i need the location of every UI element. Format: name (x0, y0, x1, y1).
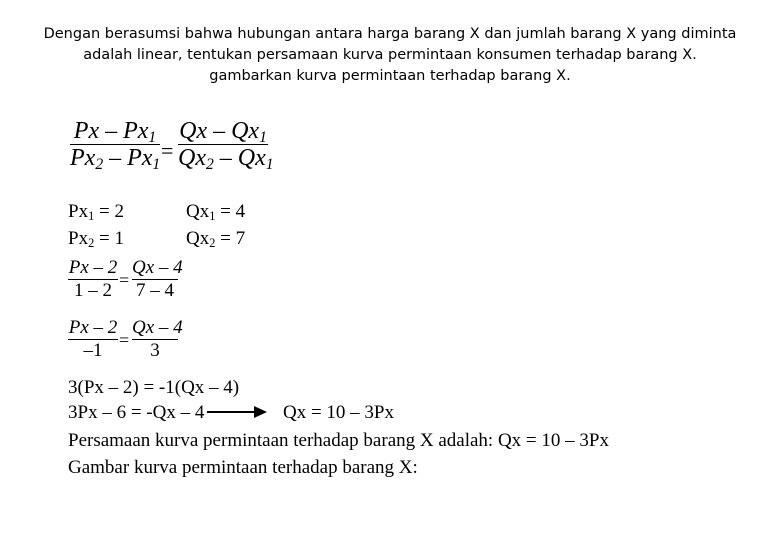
qx2-value: $Qx_2 = 7$ (186, 228, 246, 251)
step1-left-fraction: Px – 2 1 – 2 (68, 257, 118, 301)
right-arrow-icon (206, 403, 268, 421)
equals-sign: = (119, 270, 130, 290)
px2-value: $Px_2 = 1$ (68, 228, 124, 251)
result-equation: Qx = 10 – 3Px (283, 402, 395, 423)
equals-sign: = (161, 138, 174, 163)
conclusion-line: Persamaan kurva permintaan terhadap barang X adalah: Qx = 10 – 3Px (68, 430, 609, 451)
cross-multiply-line: 3(Px – 2) = -1(Qx – 4) (68, 377, 240, 398)
equals-sign: = (119, 330, 130, 350)
draw-curve-prompt: Gambar kurva permintaan terhadap barang X: (68, 457, 418, 478)
formula-left-fraction: Px – $Px_1$ $Px_2 - Px_1$ (70, 118, 161, 173)
formula-right-fraction: Qx – $Qx_1$ $Qx_2 - Qx_1$ (178, 118, 274, 173)
step1-right-fraction: Qx – 4 7 – 4 (132, 257, 183, 301)
problem-line-2: adalah linear, tentukan persamaan kurva permintaan konsumen terhadap barang X. (83, 47, 697, 63)
expanded-line: 3Px – 6 = -Qx – 4 (68, 402, 205, 423)
qx1-value: $Qx_1 = 4$ (186, 201, 246, 224)
problem-statement (20, 24, 760, 87)
step2-right-fraction: Qx – 4 3 (132, 317, 183, 361)
px1-value: $Px_1 = 2$ (68, 201, 124, 224)
problem-line-3: gambarkan kurva permintaan terhadap barang X. (209, 68, 571, 84)
problem-line-1: Dengan berasumsi bahwa hubungan antara harga barang X dan jumlah barang X yang diminta (43, 26, 737, 42)
step2-left-fraction: Px – 2 –1 (68, 317, 118, 361)
